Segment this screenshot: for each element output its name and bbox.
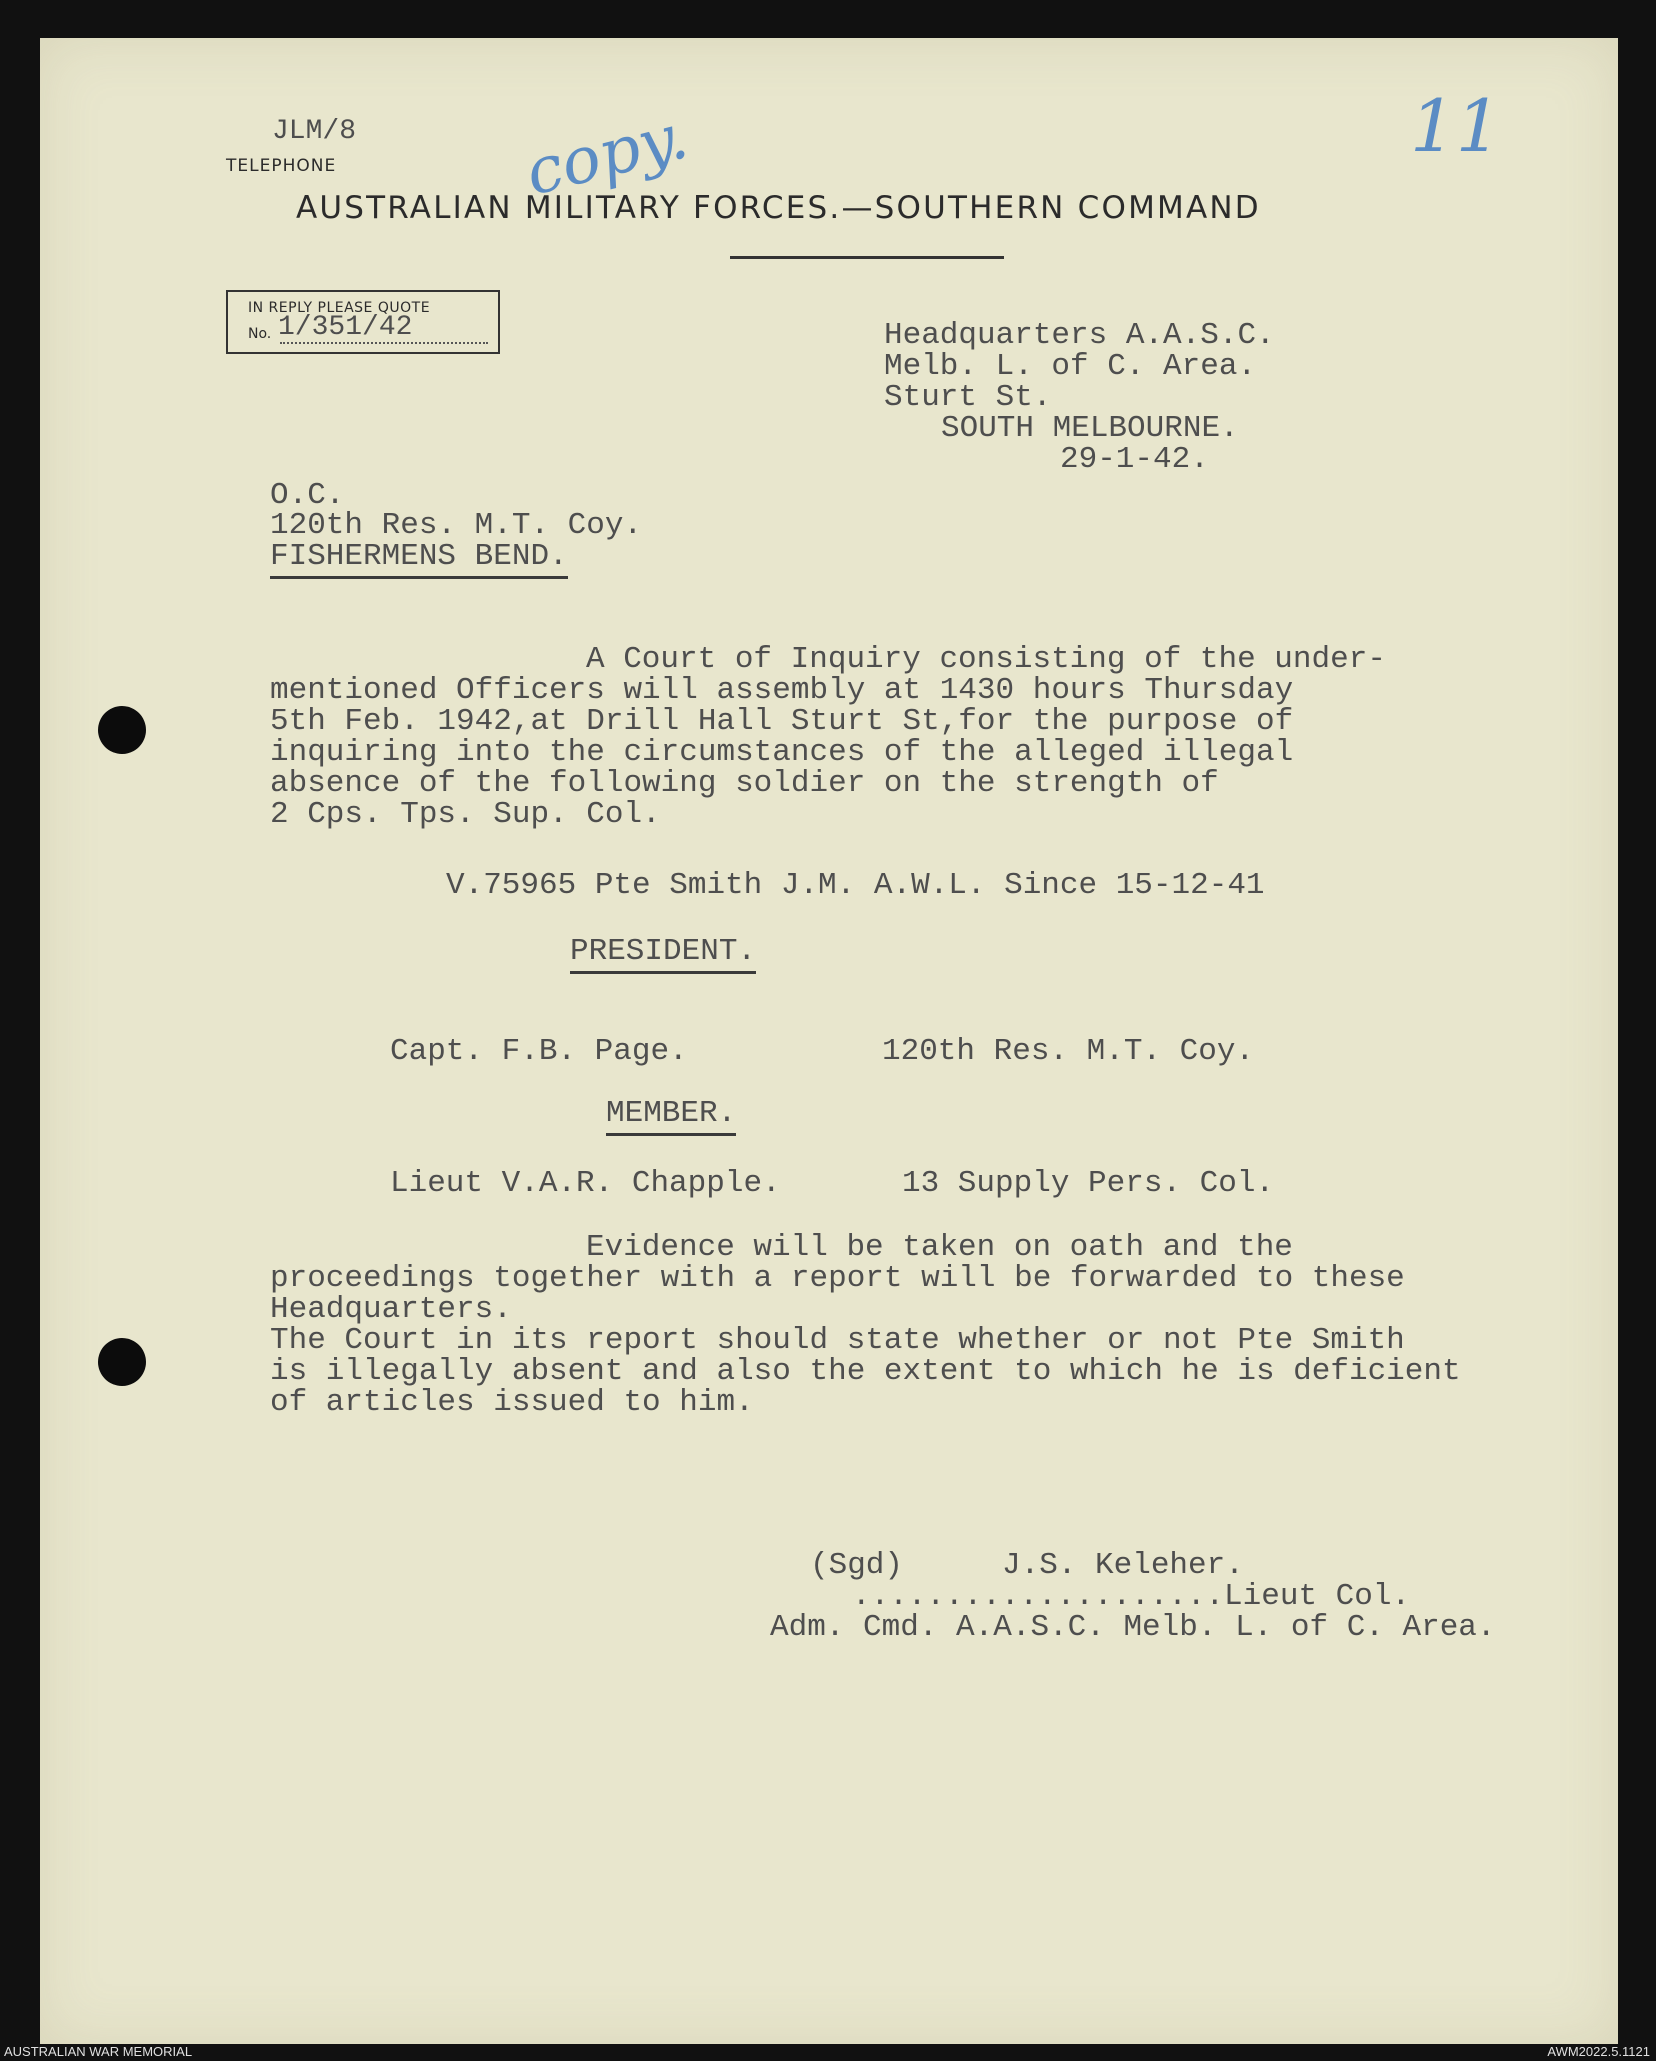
body-para1-line-5: absence of the following soldier on the strength of bbox=[270, 766, 1219, 801]
body-para2-line-3: Headquarters. bbox=[270, 1292, 512, 1327]
recipient-line-1: O.C. bbox=[270, 478, 345, 513]
reply-reference: 1/351/42 bbox=[278, 312, 413, 343]
signature-sgd: (Sgd) bbox=[810, 1548, 904, 1583]
letterhead-rule bbox=[730, 256, 1004, 259]
footer-item-id: AWM2022.5.1121 bbox=[1547, 2044, 1650, 2059]
signature-appointment: Adm. Cmd. A.A.S.C. Melb. L. of C. Area. bbox=[770, 1610, 1496, 1645]
address-line-1: Headquarters A.A.S.C. bbox=[884, 318, 1275, 353]
body-para1-line-6: 2 Cps. Tps. Sup. Col. bbox=[270, 797, 661, 832]
signature-rank: ....................Lieut Col. bbox=[852, 1579, 1411, 1614]
body-para2-line-2: proceedings together with a report will be forwarded to these bbox=[270, 1261, 1405, 1296]
president-heading: PRESIDENT. bbox=[570, 934, 756, 974]
body-para1-line-2: mentioned Officers will assembly at 1430 hours Thursday bbox=[270, 673, 1294, 708]
signature-name: J.S. Keleher. bbox=[1002, 1548, 1244, 1583]
member-unit: 13 Supply Pers. Col. bbox=[902, 1166, 1275, 1201]
body-para1-line-4: inquiring into the circumstances of the alleged illegal bbox=[270, 735, 1294, 770]
telephone-label: TELEPHONE bbox=[226, 156, 337, 176]
president-name: Capt. F.B. Page. bbox=[390, 1034, 688, 1069]
letterhead-title: AUSTRALIAN MILITARY FORCES.—SOUTHERN COMMAND bbox=[296, 190, 1261, 226]
member-name: Lieut V.A.R. Chapple. bbox=[390, 1166, 781, 1201]
body-para2-line-6: of articles issued to him. bbox=[270, 1385, 754, 1420]
reply-dotted-line bbox=[280, 342, 488, 344]
handwritten-folio: 11 bbox=[1410, 84, 1502, 168]
body-para1-line-3: 5th Feb. 1942,at Drill Hall Sturt St,for the purpose of bbox=[270, 704, 1294, 739]
punch-hole-bottom bbox=[98, 1338, 146, 1386]
recipient-line-2: 120th Res. M.T. Coy. bbox=[270, 508, 643, 543]
soldier-entry: V.75965 Pte Smith J.M. A.W.L. Since 15-12-41 bbox=[446, 868, 1265, 903]
president-unit: 120th Res. M.T. Coy. bbox=[882, 1034, 1255, 1069]
footer-archive-name: AUSTRALIAN WAR MEMORIAL bbox=[4, 2044, 193, 2059]
document-page bbox=[40, 38, 1618, 2044]
body-para2-line-1: Evidence will be taken on oath and the bbox=[586, 1230, 1293, 1265]
address-line-4: SOUTH MELBOURNE. bbox=[941, 411, 1239, 446]
body-para2-line-4: The Court in its report should state whether or not Pte Smith bbox=[270, 1323, 1405, 1358]
reply-quote-label: IN REPLY PLEASE QUOTE bbox=[248, 300, 431, 316]
reply-no-label: No. bbox=[248, 326, 272, 342]
reference-code: JLM/8 bbox=[272, 116, 357, 147]
recipient-line-3: FISHERMENS BEND. bbox=[270, 539, 568, 579]
body-para1-line-1: A Court of Inquiry consisting of the under- bbox=[586, 642, 1386, 677]
member-heading: MEMBER. bbox=[606, 1096, 736, 1136]
body-para2-line-5: is illegally absent and also the extent to which he is deficient bbox=[270, 1354, 1461, 1389]
handwritten-copy: copy. bbox=[518, 99, 695, 211]
letter-date: 29-1-42. bbox=[1060, 442, 1209, 477]
address-line-3: Sturt St. bbox=[884, 380, 1052, 415]
address-line-2: Melb. L. of C. Area. bbox=[884, 349, 1257, 384]
reply-quote-box bbox=[226, 290, 500, 354]
punch-hole-top bbox=[98, 706, 146, 754]
